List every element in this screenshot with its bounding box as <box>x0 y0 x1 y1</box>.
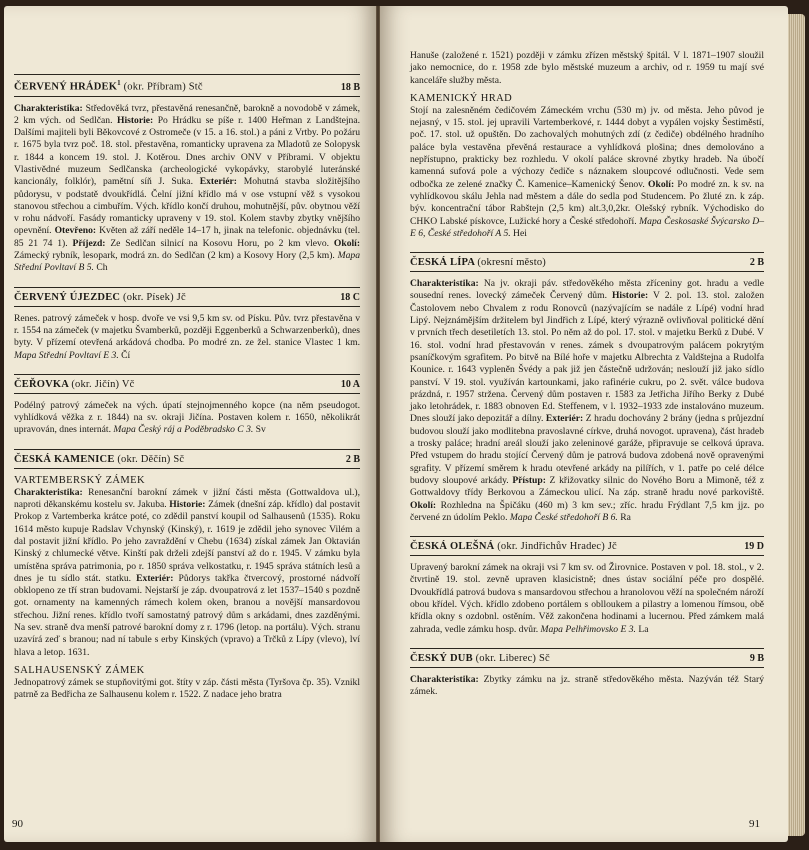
map-grid-code: 9 B <box>749 652 764 664</box>
text-run: Ze Sedlčan silnicí na Kosovu Horu, po 2 km vlevo. <box>105 237 334 249</box>
entry <box>410 648 764 699</box>
section-label: Okolí: <box>333 237 361 249</box>
place-name: ČERVENÝ ÚJEZDEC <box>14 291 121 303</box>
entry <box>410 536 764 636</box>
entry-body <box>410 562 764 636</box>
text-run: Z křižovatky silnic do Nového Boru a Mimoně, též z Gottwaldovy třídy Berkovou a Zámeckou ulicí. Na záp. straně hradu nové parkoviště. <box>410 474 765 499</box>
entry-body <box>410 674 764 699</box>
entry-header <box>14 449 360 469</box>
page-number: 90 <box>12 818 23 830</box>
section-label: Historie: <box>116 114 154 126</box>
entry-name <box>14 79 203 93</box>
section-subtitle: KAMENICKÝ HRAD <box>410 92 513 104</box>
text-run: Po Hrádku se píše r. 1400 Heřman z Landštejna. Dalšími majiteli byli Běkovcové z Ostromeče (v 15. a 16. stol.) a páni z Vrtby. Po požáru r. 1675 byla tvrz poč. 18. stol. přestavěna, romanticky upravena za Mladotů ze Solopysk r. 1844 a koncem 19. stol. J. Kotěrou. Dnes archiv ONV v Příbrami. V objektu Vlastivědné muzeum Sedlčanska (archeologické vykopávky, starobylé luteránské kancionály, folklór), pamětní síň J. Suka. <box>14 114 360 188</box>
entry <box>410 252 764 524</box>
section-label: Charakteristika: <box>410 673 479 685</box>
section-label: Příjezd: <box>72 237 106 249</box>
district: (okr. Děčín) Sč <box>117 453 185 465</box>
page-edge <box>788 14 805 836</box>
section-label: Okolí: <box>410 499 437 511</box>
entry-text <box>14 677 360 702</box>
map-grid-code: 18 B <box>340 81 360 93</box>
section-label: Otevřeno: <box>54 225 97 237</box>
entry-body <box>14 475 360 702</box>
text-run: Zámecký rybník, lesopark, modrá zn. do Sedlčan (2 km) a Kosovy Hory (2,5 km). <box>14 250 338 262</box>
text-run: Upravený barokní zámek na okraji vsi 7 km sv. od Žirovnice. Postaven v pol. 18. stol., v 2. čtvrtině 19. stol. zevně upraven klasicistně; dnes ústav sociální péče pro dospělé. Dvoukřídlá patrová budova s mansardovou střechou a hranolovou věží na společném nároží obou křídel. Vých. křídlo zdobeno portálem s oblloukem a pilastry a lomenou římsou, obě křídla okny s ozdobnl. ostěním. Věž zakončena hodinami a lucernou. Před zámkem malá zahrada, vedle zámku hosp. dvůr. <box>410 562 764 635</box>
left-page <box>4 6 376 842</box>
text-run: Sv <box>253 424 266 436</box>
entry-text <box>410 562 764 636</box>
entry-name <box>410 257 546 268</box>
section-label: Exteriér: <box>199 176 237 188</box>
entry-header <box>410 536 764 556</box>
entry-header <box>410 252 764 272</box>
entry-text <box>410 674 764 699</box>
text-run: Podélný patrový zámeček na vých. úpatí stejnojmenného kopce (na něm pseudogot. vyhlídková věžka z r. 1844) na sv. okraji Jičína. Postaven kolem r. 1650, několikrát upravován, dnes internát. <box>14 399 360 436</box>
entry-text <box>14 103 360 275</box>
text-run: Po modré zn. k sv. na vyhlídkovou skálu Jehla nad městem a dále do sedla pod Studencem. Po žluté zn. k záp. býv. koncentrační tábor Rabštejn (2,5 km) alt.3,0,2kr. Olešský rybník. Východisko do CHKO Labské pískovce, Lužické hory a České středohoří. <box>410 178 764 227</box>
map-grid-code: 2 B <box>345 453 360 465</box>
text-run: La <box>635 623 649 635</box>
text-run: Ch <box>93 262 108 274</box>
district: (okr. Liberec) Sč <box>475 652 550 664</box>
section-subtitle: VARTEMBERSKÝ ZÁMEK <box>14 474 145 486</box>
map-reference: Mapa Pelhřimovsko E 3. <box>540 623 636 635</box>
section-label: Charakteristika: <box>14 486 83 498</box>
entry-text <box>14 313 360 362</box>
entry-header <box>14 374 360 394</box>
entry <box>14 449 360 702</box>
entry-body <box>410 278 764 524</box>
text-run: Zámek (dnešní záp. křídlo) dal postavit Prokop z Vartemberka krátce poté, co zdědil panství koupil od Salhausenů (1535). Roku 1614 město kupuje Radslav Vchynský (Kinský), r. 1619 je zdědil jeho synovec Vilém a dal postavit jižní křídlo. Po jeho zavraždění v Chebu (1634) získal zámek Jan Oktavián Kinský z chlumecké větve. Kinští pak drželi zdejší panství až do r. 1945. V zámku byla umístěna správa patrimonia, po r. 1850 správa velkostatku, r. 1945 správa státních lesů a dnes je tu sídlo stát. statku. <box>14 499 360 584</box>
map-grid-code: 19 D <box>744 541 764 553</box>
place-name: ČESKÁ KAMENICE <box>14 453 115 465</box>
text-run: Z hradu dochovány 2 brány (jedna s průjezdní budovou slouží jako modlitebna pravoslavné církve, druhá novogot. upravena), část hradeb a trosky paláce; hradní areál slouží jako zeleninové garáže, připravuje se celková úprava. Před vstupem do hradu stojící Červený dům je patrová budova zdobená nově opravenými sgrafity. V přízemí směrem k hradu otevřené arkády na pilířích, v 1. patře po celé délce budovy sloupové arkády. <box>410 413 764 486</box>
entry-body <box>14 313 360 362</box>
entry-name <box>410 653 550 664</box>
entry-header <box>410 648 764 668</box>
place-name: ČESKÁ OLEŠNÁ <box>410 541 495 553</box>
place-name: ČEŘOVKA <box>14 378 69 390</box>
section-label: Exteriér: <box>545 413 584 425</box>
entry-text <box>14 487 360 659</box>
entry-text <box>410 278 764 524</box>
map-reference: Mapa České středohoří B 6. <box>509 511 618 523</box>
page-number: 91 <box>749 818 760 830</box>
right-page <box>380 6 788 842</box>
text-run: Na jv. okraji páv. středověkého města zříceniny got. hradu a vedle sousední renes. lovecký zámeček Červený dům. <box>410 278 764 302</box>
text-run: Jednopatrový zámek se stupňovitými got. štíty v záp. části města (Tyršova čp. 35). Vznikl patrně za Bedřicha ze Salhausenu kolem r. 1522. Z nadace jeho bratra <box>14 676 360 701</box>
district: (okr. Písek) Jč <box>123 291 186 303</box>
district: (okr. Jindřichův Hradec) Jč <box>497 541 617 553</box>
entry-body <box>14 103 360 275</box>
entry-text <box>14 400 360 437</box>
section-label: Přístup: <box>512 474 546 486</box>
text-run: V 2. pol. 13. stol. založen Častolovem nebo Chvalem z rodu Ronovců (nazývajícím se nadále z Lípé) vodní hrad Lipý. Nejznámějším držitelem byl Jindřich z Lípé, který výrazně ovlivňoval politické dění v prvních třech desetiletích 13. stol. Po něm až do pol. 17. stol. v majetku Berků z Dubé. V 16. stol. vodní hrad přestavován v renes. zámek s dvoupatrovým palácem pokrytým psaníčkovým sgrafitem. Po bitvě na Bílé hoře v majetku Albrechta z Valdštejna a Rudolfa Kounice. r. 1643 vypleněn Švédy a pak již jen částečně udržován; neslouží již jako sídlo panství. V 19. stol. využíván kartounkami, jako rafinérie cukru, po 2. svět. válce budova prázdná, r. 1957 stržena. Červený dům postaven r. 1583 za Jetřicha Jiřího Berky z Dubé jako letohrádek, r. 1883 obnoven Ed. Steffenem, v l. 1932–1933 zde instalováno muzeum. Dnes slouží jako depozitář a dílny. <box>410 290 764 425</box>
place-name: ČESKÁ LÍPA <box>410 257 475 269</box>
entry-name <box>14 379 135 390</box>
entry-text <box>410 105 764 240</box>
text-run: Zbytky zámku na jz. straně středověkého města. Nazýván též Starý zámek. <box>410 673 764 698</box>
section-label: Charakteristika: <box>14 102 83 114</box>
map-reference: Mapa Českosaské Švýcarsko D–E 6, České středohoří A 5. <box>410 215 765 239</box>
entry-header <box>14 74 360 97</box>
entry-body <box>14 400 360 437</box>
section-label: Charakteristika: <box>410 278 479 290</box>
district: (okr. Příbram) Stč <box>123 81 203 93</box>
section-label: Historie: <box>611 290 649 302</box>
entry-name <box>410 541 617 552</box>
entry <box>14 74 360 275</box>
entry <box>14 374 360 437</box>
section-label: Exteriér: <box>136 572 174 584</box>
text-run: Stojí na zalesněném čedičovém Zámeckém vrchu (530 m) jv. od města. Jeho původ je nejasný, v 15. stol. jej upravili Vartemberkové, r. 1444 dobyt a vypálen vojsky Šestiměstí, poč. 17. stol. už opuštěn. Do zachovalých mohutných zdí (z čediče) obdélného hradního paláce byla vestavěna převěná restaurace a vyhlídková plošina; dnes demolováno a nepřístupno, prakticky bez rozhledu. V okolí paláce skrovné zbytky hradeb. Na úbočí kamenná sufová pole a výchozy čediče s náznakem sloupcové odlučnosti. Vede sem odbočka ze zelené značky Č. Kamenice–Kamenický Šenov. <box>410 104 764 190</box>
entry-header <box>14 287 360 307</box>
section-subtitle: SALHAUSENSKÝ ZÁMEK <box>14 664 145 676</box>
text-run: Ra <box>617 511 631 523</box>
text-run: Půdorys takřka čtvercový, prostorné nádvoří obklopeno ze tří stran budovami. Nejstarší je záp. dvoupatrová z let 1537–1540 s pozdně got. ornamenty na kamenných rámech kolem oken, branou a novější mansardovou střechou. Jižní renes. křídlo tvoří samostatný patrový dům s arkádami, dnes zazděnými. Na sev. straně dva menší patrové barokní domy z r. 1796 (letop. na portálu). Vých. stranu uzavírá zeď s branou; nad ní tabule s erby Kinských (vpravo) a Trčků z Lípy (vlevo), lví hlava a letop. 1631. <box>14 572 360 658</box>
section-label: Historie: <box>169 499 206 511</box>
map-reference: Mapa Střední Povltaví B 5. <box>14 250 360 274</box>
continued-text <box>410 50 764 87</box>
text-run: Středověká tvrz, přestavěná renesančně, barokně a novodobě v zámek, 2 km vých. od Sedlčan. <box>14 102 360 126</box>
text-run: Květen až září neděle 14–17 h, jinak na telefonic. objednávku (tel. 85 21 74 1). <box>14 225 360 249</box>
entry-name <box>14 454 184 465</box>
section-label: Okolí: <box>648 178 675 190</box>
text-run: Renesanční barokní zámek v jižní části města (Gottwaldova ul.), naproti děkanskému kostelu sv. Jakuba. <box>14 486 360 511</box>
text-run: Rozhledna na Špičáku (460 m) 3 km sev.; zříc. hradu Frýdlant 7,5 km jjz. po červené zn údolím Peklo. <box>410 499 764 523</box>
map-grid-code: 10 A <box>340 378 360 390</box>
place-name: ČESKÝ DUB <box>410 652 473 664</box>
place-name: ČERVENÝ HRÁDEK <box>14 81 118 93</box>
district: (okr. Jičín) Vč <box>71 378 135 390</box>
footnote-mark: 1 <box>117 79 121 87</box>
text-run: Renes. patrový zámeček v hosp. dvoře ve vsi 9,5 km sv. od Písku. Pův. tvrz přestavěna v r. 1554 na zámeček (v majetku Švamberků, později Eggenberků a Schwarzenberků), dnes byty. V přízemí otevřená arkádová chodba. Po modré zn. ze žel. stanice Vlastec 1 km. <box>14 312 360 349</box>
entry-name <box>14 292 186 303</box>
text-run: Čí <box>118 349 131 361</box>
entry <box>14 287 360 362</box>
district: (okresní město) <box>477 257 546 269</box>
text-run: Hei <box>510 227 527 239</box>
text-run: Mohutná stavba složitějšího půdorysu, v podstatě dvoukřídlá. Čelní jižní křídlo má v ose vstupní věž s vysokou stanovou střechou a cimbuřím. Vých. křídlo končí druhou, mohutnější, pův. obytnou věží v rohu nádvoří. Fasády romanticky upraveny v 19. stol. Kolem stavby zbytky vnějšího opevnění. <box>14 176 360 237</box>
map-grid-code: 2 B <box>749 257 764 269</box>
map-reference: Mapa Střední Povltaví E 3. <box>14 349 119 361</box>
map-grid-code: 18 C <box>340 291 360 303</box>
map-reference: Mapa Český ráj a Poděbradsko C 3. <box>113 424 254 436</box>
text-run: Hanuše (založené r. 1521) později v zámku zřízen městský špitál. V l. 1871–1907 sloužil jako nemocnice, do r. 1958 zde bylo městské muzeum a archiv, od r. 1959 tu mají své kanceláře služby města. <box>410 50 764 86</box>
